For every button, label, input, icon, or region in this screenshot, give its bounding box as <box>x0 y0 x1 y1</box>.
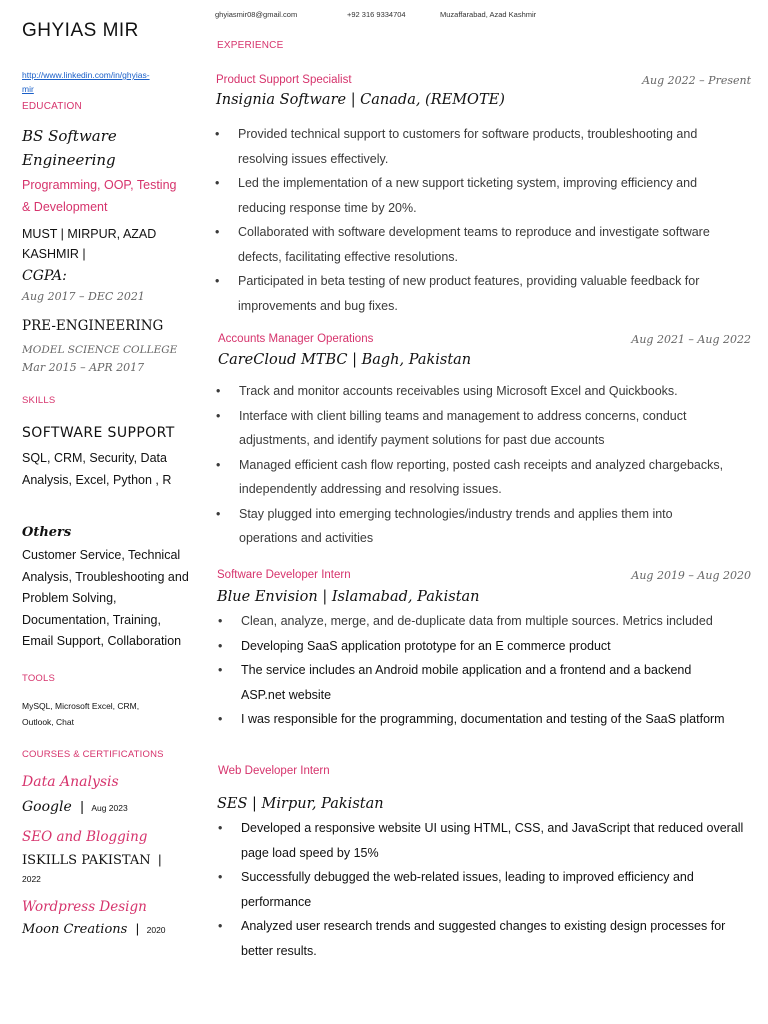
degree-title-line2: Engineering <box>22 151 116 169</box>
bullet-text: ASP.net website <box>241 687 332 702</box>
degree-title <box>22 124 117 172</box>
course-separator: | <box>80 798 84 814</box>
job-bullets <box>218 816 758 963</box>
skills-list <box>22 448 171 491</box>
bullet-text: Managed efficient cash flow reporting, posted cash receipts and analyzed chargebacks, <box>239 457 724 472</box>
course-title: SEO and Blogging <box>22 829 148 845</box>
bullet-text: The service includes an Android mobile application and a frontend and a backend <box>241 663 692 677</box>
job-bullets <box>216 379 756 551</box>
job-dates: Aug 2019 – Aug 2020 <box>631 569 751 582</box>
bullet-item <box>216 502 756 551</box>
bullet-text: performance <box>241 894 312 909</box>
bullet-text: Successfully debugged the web-related issues, leading to improved efficiency and <box>241 870 694 884</box>
bullet-text: independently addressing and resolving issues. <box>239 482 502 496</box>
job-company: SES | Mirpur, Pakistan <box>217 796 384 812</box>
linkedin-link-line1[interactable]: http://www.linkedin.com/in/ghyias- <box>22 70 150 80</box>
bullet-item <box>218 609 758 634</box>
bullet-item <box>218 634 758 659</box>
degree-title-line1: BS Software <box>22 127 117 145</box>
degree-focus-line1: Programming, OOP, Testing <box>22 178 177 192</box>
bullet-item <box>215 269 755 318</box>
bullet-item <box>218 865 758 914</box>
skills-list-line2: Analysis, Excel, Python , R <box>22 472 172 487</box>
skills-title: SOFTWARE SUPPORT <box>22 425 175 441</box>
others-line: Problem Solving, <box>22 591 117 605</box>
experience-heading: EXPERIENCE <box>217 40 284 51</box>
bullet-item <box>215 220 755 269</box>
course-separator: | <box>135 921 140 936</box>
contact-location: Muzaffarabad, Azad Kashmir <box>440 10 537 19</box>
course-date: 2020 <box>146 925 166 935</box>
bullet-item <box>216 404 756 453</box>
job-company: CareCloud MTBC | Bagh, Pakistan <box>218 352 472 368</box>
bullet-text: Developed a responsive website UI using HTML, CSS, and JavaScript that reduced overall <box>241 821 744 835</box>
bullet-text: Stay plugged into emerging technologies/industry trends and applies them into <box>239 506 673 521</box>
job-title: Accounts Manager Operations <box>218 333 374 345</box>
bullet-text: improvements and bug fixes. <box>238 298 398 313</box>
course-org-row <box>22 798 128 816</box>
others-line: Email Support, Collaboration <box>22 634 182 648</box>
course-org: ISKILLS PAKISTAN <box>22 853 151 868</box>
tools-heading: TOOLS <box>22 673 56 684</box>
bullet-item <box>218 816 758 865</box>
bullet-text: operations and activities <box>239 531 374 545</box>
course-title: Data Analysis <box>22 774 119 790</box>
contact-phone[interactable]: +92 316 9334704 <box>347 10 406 19</box>
linkedin-link[interactable] <box>22 68 150 96</box>
cgpa-label: CGPA: <box>22 268 67 284</box>
skills-list-line1: SQL, CRM, Security, Data <box>22 451 167 465</box>
bullet-text: Clean, analyze, merge, and de-duplicate data from multiple sources. Metrics included <box>241 614 713 628</box>
pre-engineering-title: PRE-ENGINEERING <box>22 318 164 334</box>
degree-focus <box>22 174 176 218</box>
job-company: Insignia Software | Canada, (REMOTE) <box>216 92 505 108</box>
job-dates: Aug 2022 – Present <box>642 74 751 87</box>
bullet-item <box>215 122 755 171</box>
bullet-text: Track and monitor accounts receivables using Microsoft Excel and Quickbooks. <box>239 384 678 398</box>
bullet-text: Collaborated with software development teams to reproduce and investigate software <box>238 225 710 239</box>
course-org-row <box>22 920 166 938</box>
job-bullets <box>215 122 755 318</box>
skills-heading: SKILLS <box>22 395 56 406</box>
job-title: Web Developer Intern <box>218 765 330 777</box>
bullet-text: Interface with client billing teams and management to address concerns, conduct <box>239 408 687 423</box>
others-line: Customer Service, Technical <box>22 548 181 562</box>
bullet-item <box>218 707 758 732</box>
others-line: Analysis, Troubleshooting and <box>22 569 189 584</box>
degree-focus-line2: & Development <box>22 200 108 214</box>
university-name-line1: MUST | MIRPUR, AZAD <box>22 227 157 241</box>
tools-list-line1: MySQL, Microsoft Excel, CRM, <box>22 701 140 711</box>
tools-list <box>22 698 139 730</box>
course-org-row <box>22 851 161 869</box>
bullet-text: Developing SaaS application prototype for an E commerce product <box>241 638 611 653</box>
course-date: Aug 2023 <box>91 803 128 813</box>
education-dates: Aug 2017 – DEC 2021 <box>22 290 145 303</box>
others-list <box>22 545 189 653</box>
job-dates: Aug 2021 – Aug 2022 <box>631 333 751 346</box>
bullet-text: better results. <box>241 943 317 958</box>
education-heading: EDUCATION <box>22 101 82 112</box>
bullet-item <box>216 453 756 502</box>
bullet-text: Provided technical support to customers for software products, troubleshooting and <box>238 127 698 141</box>
job-title: Software Developer Intern <box>217 569 351 581</box>
bullet-item <box>218 658 758 707</box>
bullet-text: resolving issues effectively. <box>238 151 389 166</box>
bullet-text: Led the implementation of a new support ticketing system, improving efficiency and <box>238 176 698 190</box>
university-name-line2: KASHMIR | <box>22 247 86 261</box>
linkedin-link-line2[interactable]: mir <box>22 84 34 94</box>
bullet-text: adjustments, and identify payment solutions for past due accounts <box>239 433 605 447</box>
job-title: Product Support Specialist <box>216 74 352 86</box>
course-org: Google <box>22 799 72 815</box>
bullet-text: reducing response time by 20%. <box>238 200 417 215</box>
others-title: Others <box>22 525 72 540</box>
job-company: Blue Envision | Islamabad, Pakistan <box>217 589 480 605</box>
course-separator: | <box>158 852 162 867</box>
tools-list-line2: Outlook, Chat <box>22 717 74 727</box>
college-dates: Mar 2015 – APR 2017 <box>22 361 145 374</box>
course-title: Wordpress Design <box>22 899 147 915</box>
bullet-item <box>218 914 758 963</box>
university-name <box>22 224 156 264</box>
candidate-name: GHYIAS MIR <box>22 20 139 41</box>
course-date: 2022 <box>22 874 41 884</box>
bullet-text: I was responsible for the programming, documentation and testing of the SaaS platform <box>241 712 725 726</box>
bullet-item <box>215 171 755 220</box>
bullet-text: Participated in beta testing of new product features, providing valuable feedback for <box>238 274 700 288</box>
bullet-text: page load speed by 15% <box>241 845 379 860</box>
college-name: MODEL SCIENCE COLLEGE <box>22 344 178 356</box>
contact-email[interactable]: ghyiasmir08@gmail.com <box>215 10 298 19</box>
courses-heading: COURSES & CERTIFICATIONS <box>22 749 164 760</box>
bullet-text: defects, facilitating effective resolutions. <box>238 249 459 264</box>
bullet-text: Analyzed user research trends and suggested changes to existing design processes for <box>241 919 726 933</box>
job-bullets <box>218 609 758 732</box>
bullet-item <box>216 379 756 404</box>
course-org: Moon Creations <box>22 922 128 937</box>
others-line: Documentation, Training, <box>22 612 161 627</box>
